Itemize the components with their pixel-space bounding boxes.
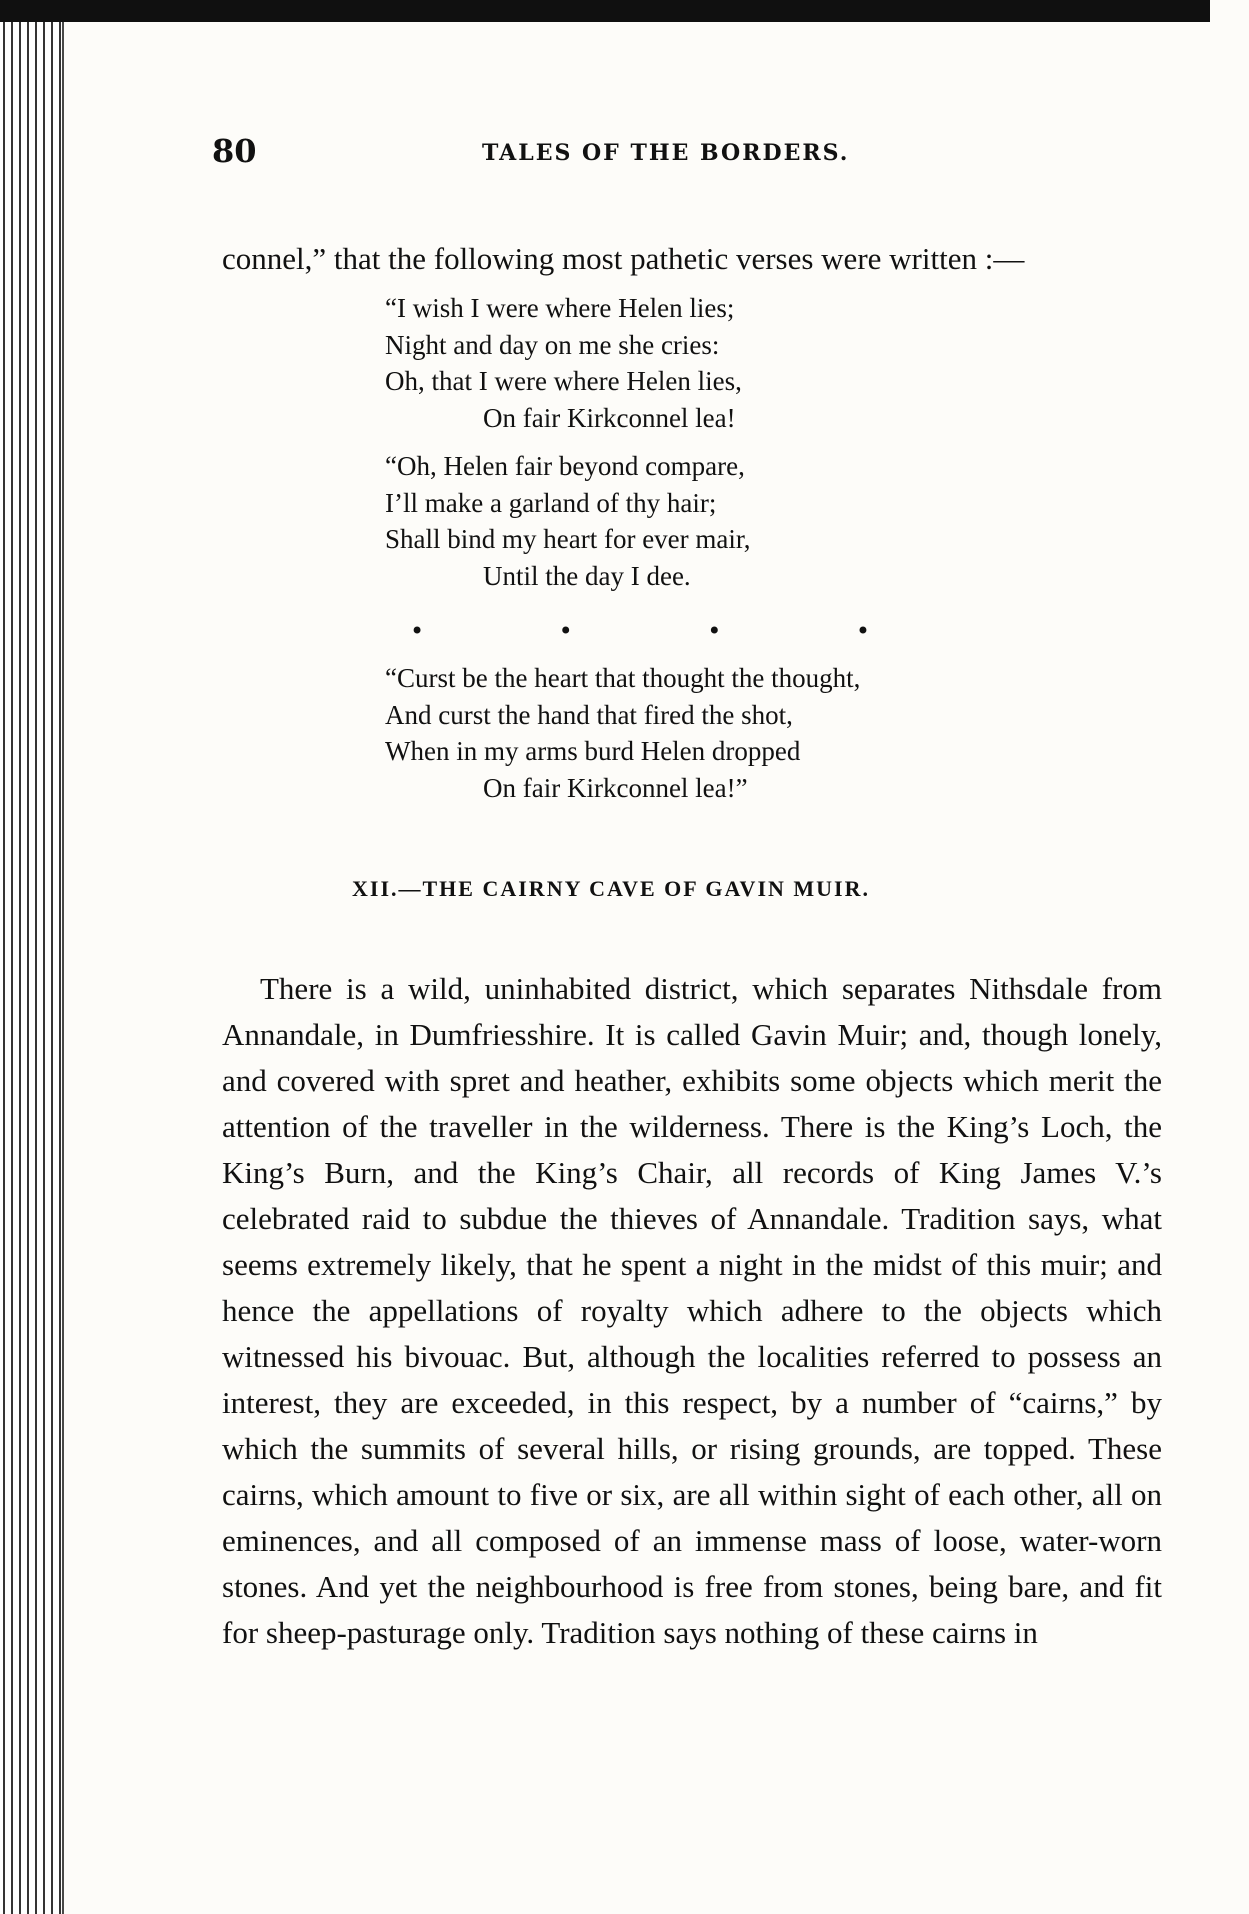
top-rule bbox=[0, 0, 1210, 22]
body-paragraph: There is a wild, uninhabited district, which separates Nithsdale from Annandale, in Dumfriesshire. It is called Gavin Muir; and, though lonely, and covered with spret and heather, exhibits some objects which merit the attention of the traveller in the wilderness. There is the King’s Loch, the King’s Burn, and the King’s Chair, all records of King James V.’s celebrated raid to subdue the thieves of Annandale. Tradition says, what seems extremely likely, that he spent a night in the midst of this muir; and hence the appellations of royalty which adhere to the objects which witnessed his bivouac. But, although the localities referred to possess an interest, they are exceeded, in this respect, by a number of “cairns,” by which the summits of several hills, or rising grounds, are topped. These cairns, which amount to five or six, are all within sight of each other, all on eminences, and all composed of an immense mass of loose, water-worn stones. And yet the neighbourhood is free from stones, being bare, and fit for sheep-pasturage only. Tradition says nothing of these cairns in bbox=[222, 971, 1162, 1650]
running-head: TALES OF THE BORDERS. bbox=[482, 140, 850, 166]
poem-line: When in my arms burd Helen dropped bbox=[385, 736, 801, 766]
poem-line: “Oh, Helen fair beyond compare, bbox=[385, 451, 745, 481]
poem-stanza bbox=[385, 448, 860, 594]
book-binding-edge bbox=[0, 22, 64, 1914]
poem bbox=[385, 290, 860, 818]
section-heading: XII.—THE CAIRNY CAVE OF GAVIN MUIR. bbox=[352, 876, 870, 902]
poem-stanza bbox=[385, 660, 860, 806]
poem-line: On fair Kirkconnel lea! bbox=[483, 402, 736, 433]
poem-line: On fair Kirkconnel lea!” bbox=[483, 772, 748, 803]
poem-stanza bbox=[385, 290, 860, 436]
ellipsis-dot: • bbox=[707, 617, 722, 645]
ellipsis-dot: • bbox=[558, 617, 573, 645]
ellipsis-dot: • bbox=[855, 617, 870, 645]
poem-line: And curst the hand that fired the shot, bbox=[385, 699, 793, 730]
poem-line: Shall bind my heart for ever mair, bbox=[385, 524, 751, 554]
page-number: 80 bbox=[212, 132, 257, 170]
page-header bbox=[212, 132, 1192, 172]
ellipsis-dot: • bbox=[410, 617, 425, 645]
poem-line: Oh, that I were where Helen lies, bbox=[385, 366, 742, 396]
poem-line: “Curst be the heart that thought the thought, bbox=[385, 663, 861, 693]
intro-paragraph: connel,” that the following most pathetic verses were written :— bbox=[222, 241, 1025, 276]
stanza-ellipsis bbox=[410, 617, 870, 645]
poem-line: “I wish I were where Helen lies; bbox=[385, 293, 735, 323]
poem-line: Until the day I dee. bbox=[483, 560, 691, 591]
poem-line: Night and day on me she cries: bbox=[385, 329, 720, 360]
poem-line: I’ll make a garland of thy hair; bbox=[385, 487, 717, 518]
